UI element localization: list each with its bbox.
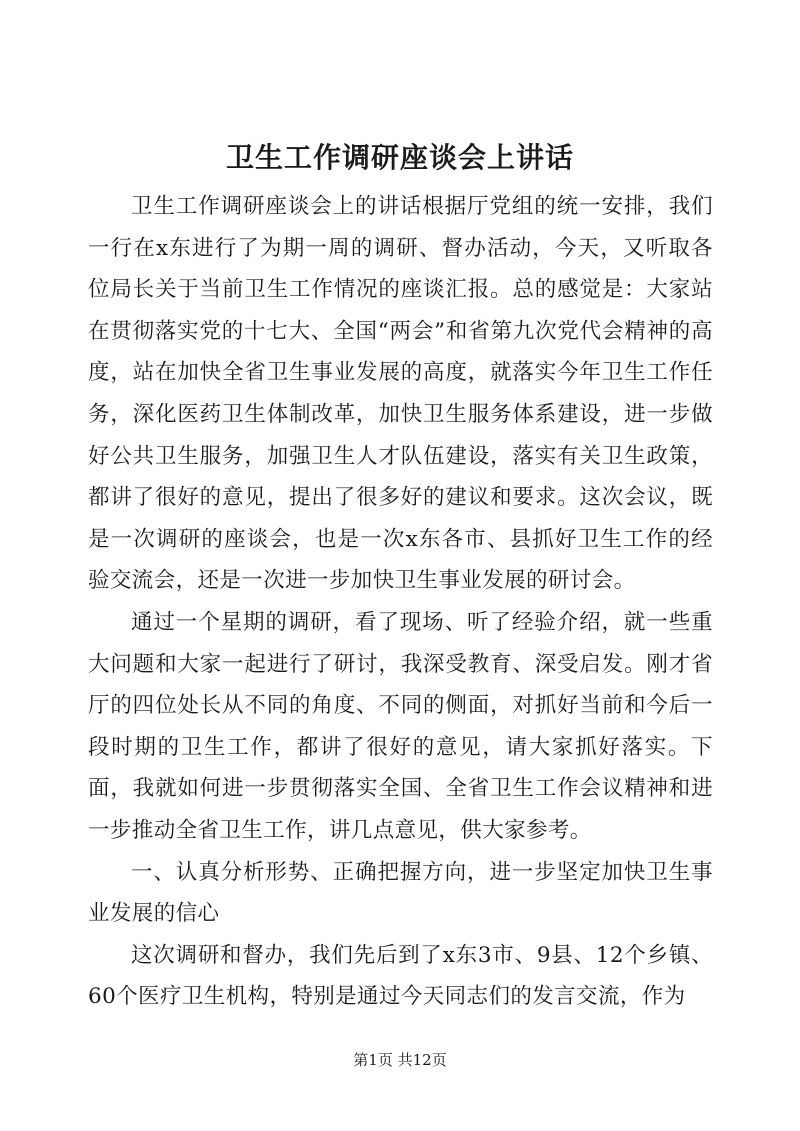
paragraph-3: 这次调研和督办，我们先后到了x东3市、9县、12个乡镇、60个医疗卫生机构，特别是通过今天同志们的发言交流，作为	[88, 942, 713, 1010]
section-heading-1: 一、认真分析形势、正确把握方向，进一步坚定加快卫生事业发展的信心	[88, 859, 713, 927]
page-number-footer: 第1页 共12页	[353, 1051, 447, 1069]
document-body	[88, 186, 713, 1018]
paragraph-2: 通过一个星期的调研，看了现场、听了经验介绍，就一些重大问题和大家一起进行了研讨，我深受教育、深受启发。刚才省厅的四位处长从不同的角度、不同的侧面，对抓好当前和今后一段时期的卫生工作，都讲了很好的意见，请大家抓好落实。下面，我就如何进一步贯彻落实全国、全省卫生工作会议精神和进一步推动全省卫生工作，讲几点意见，供大家参考。	[88, 609, 713, 843]
document-title: 卫生工作调研座谈会上讲话	[225, 141, 574, 174]
paragraph-1: 卫生工作调研座谈会上的讲话根据厅党组的统一安排，我们一行在x东进行了为期一周的调研、督办活动，今天，又听取各位局长关于当前卫生工作情况的座谈汇报。总的感觉是：大家站在贯彻落实党的十七大、全国“两会”和省第九次党代会精神的高度，站在加快全省卫生事业发展的高度，就落实今年卫生工作任务，深化医药卫生体制改革，加快卫生服务体系建设，进一步做好公共卫生服务，加强卫生人才队伍建设，落实有关卫生政策，都讲了很好的意见，提出了很多好的建议和要求。这次会议，既是一次调研的座谈会，也是一次x东各市、县抓好卫生工作的经验交流会，还是一次进一步加快卫生事业发展的研讨会。	[88, 194, 713, 594]
